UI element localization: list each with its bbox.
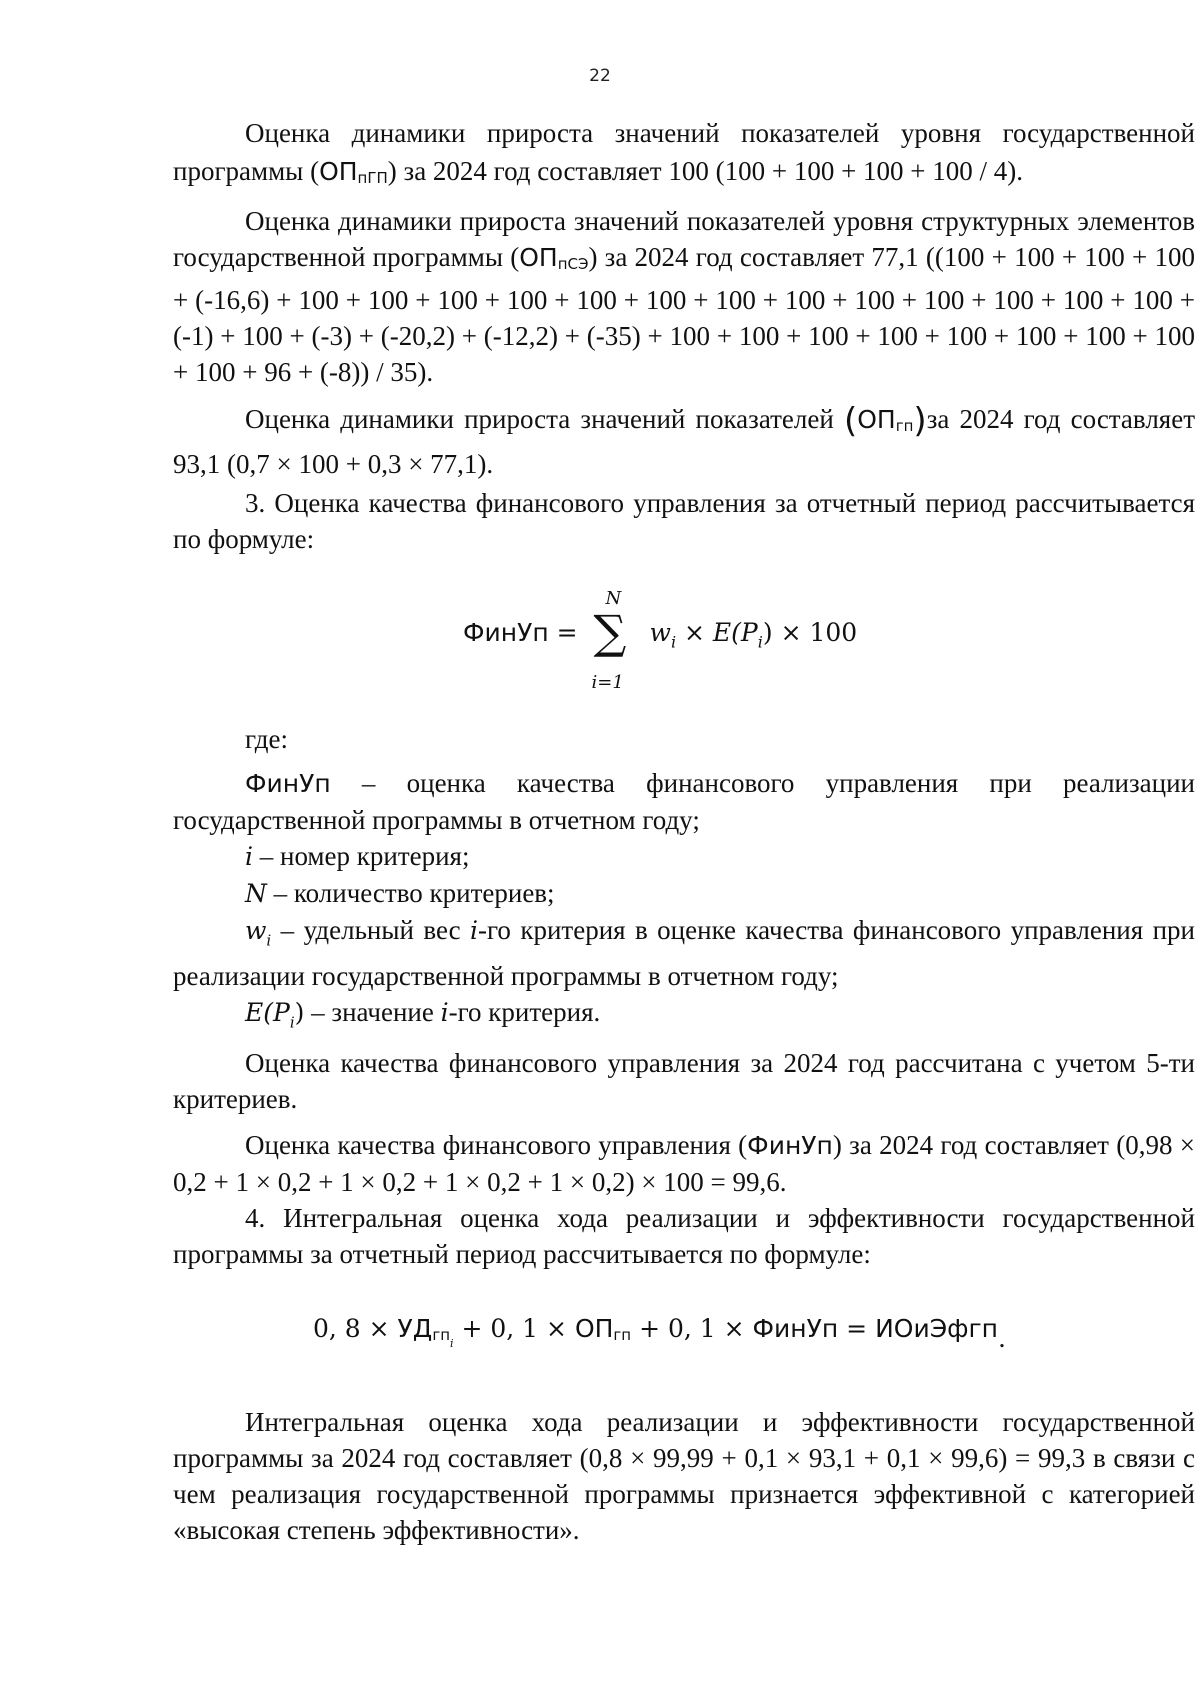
def-i	[173, 838, 1195, 875]
op-subscript: гп	[613, 1325, 632, 1344]
paragraph-op-pgp	[173, 114, 1195, 197]
coef-08: 0, 8 ×	[313, 1313, 398, 1343]
w-symbol: w	[245, 916, 267, 945]
def-text: – номер критерия;	[253, 841, 470, 871]
op-symbol: ОП	[519, 243, 558, 272]
result-symbol: ИОиЭфгп	[875, 1313, 998, 1343]
p-close: )	[294, 998, 305, 1028]
where-label: где:	[245, 724, 288, 754]
sum-upper-limit: N	[605, 588, 622, 609]
paragraph-finup-value	[173, 1127, 1195, 1200]
coef-01: + 0, 1 ×	[631, 1313, 753, 1343]
def-text: -го критерия в оценке качества финансового управления при реализации государственной программы в отчетном году;	[173, 915, 1196, 992]
p-open: (P	[731, 618, 758, 648]
paragraph-text: Оценка динамики прироста значений показателей уровня государственной программы (	[173, 118, 1195, 186]
finup-symbol: ФинУп	[747, 1130, 833, 1160]
paragraph-finup-intro: 3. Оценка качества финансового управления за отчетный период рассчитывается по формуле:	[173, 488, 1195, 554]
def-text: – значение	[304, 997, 441, 1028]
op-symbol: ОП	[574, 1313, 614, 1343]
def-text: – удельный вес	[271, 915, 471, 945]
formula-equals: =	[838, 1313, 876, 1343]
paragraph-criteria-count: Оценка качества финансового управления за 2024 год рассчитана с учетом 5-ти критериев.	[173, 1047, 1195, 1114]
i-symbol: i	[440, 998, 449, 1028]
sum-sign: ∑	[593, 605, 627, 659]
def-n	[173, 875, 1195, 912]
open-paren: (	[843, 401, 858, 441]
coef-01: + 0, 1 ×	[453, 1313, 575, 1343]
op-symbol: ОП	[857, 405, 896, 434]
paragraph-integral-intro: 4. Интегральная оценка хода реализации и эффективности государственной программы за отчетный период рассчитывается по формуле:	[173, 1202, 1195, 1269]
ud-subscript: гп	[432, 1325, 451, 1344]
ud-subsubscript: i	[450, 1336, 454, 1350]
e-symbol: E	[245, 998, 264, 1028]
sum-operator	[591, 588, 644, 693]
w-index: i	[266, 931, 272, 950]
paragraph-text: Оценка динамики прироста значений показателей	[245, 404, 844, 434]
paragraph-integral-result: Интегральная оценка хода реализации и эффективности государственной программы за 2024 год составляет (0,8 × 99,99 + 0,1 × 93,1 + 0,1 × 99,6) = 99,3 в связи с чем реализация государственной программы признается эффективной с категорией «высокая степень эффективности».	[173, 1406, 1195, 1545]
def-w	[173, 912, 1195, 994]
paragraph-text: Оценка динамики прироста значений показателей уровня структурных элементов государственной программы (	[173, 206, 1195, 272]
op-subscript: пГП	[357, 169, 388, 187]
formula-integral	[173, 1288, 1195, 1398]
p-open: (P	[263, 998, 290, 1028]
constant-hundred: 100	[809, 618, 858, 648]
op-subscript: гп	[895, 417, 914, 435]
i-symbol: i	[470, 916, 479, 945]
n-symbol: N	[245, 879, 267, 908]
paragraph-op-pse	[173, 203, 1195, 390]
formula-dot: .	[998, 1323, 1006, 1353]
page-number: 22	[589, 66, 611, 86]
paragraph-op-gp	[173, 400, 1195, 483]
finup-symbol: ФинУп	[752, 1313, 839, 1343]
p-close: )	[762, 618, 773, 648]
times-sign: ×	[676, 618, 713, 648]
document-body	[173, 114, 1195, 1548]
p-index: i	[757, 632, 763, 652]
def-e	[173, 994, 1195, 1040]
def-text: -го критерия.	[448, 997, 601, 1028]
paragraph-text: ) за 2024 год составляет 100 (100 + 100 + 100 + 100 / 4).	[387, 156, 1024, 186]
formula-lhs: ФинУп	[463, 618, 549, 648]
paragraph-text: за 2024 год составляет 93,1 (0,7 × 100 + 0,3 × 77,1).	[173, 404, 1195, 479]
i-symbol: i	[245, 842, 253, 871]
finup-symbol: ФинУп	[245, 769, 331, 798]
op-symbol: ОП	[319, 157, 358, 186]
weight-index: i	[670, 632, 677, 652]
weight-symbol: w	[649, 618, 671, 648]
def-text: – оценка качества финансового управления при реализации государственной программы в отчетном году;	[173, 768, 1195, 835]
paragraph-text: ) за 2024 год составляет (0,98 × 0,2 + 1 × 0,2 + 1 × 0,2 + 1 × 0,2 + 1 × 0,2) × 100 = 99,6.	[173, 1129, 1195, 1197]
paragraph-text: ) за 2024 год составляет 77,1 ((100 + 100 + 100 + 100 + (-16,6) + 100 + 100 + 100 + 100 + 100 + 100 + 100 + 100 + 100 + 100 + 100 + 100 + 100 + (-1) + 100 + (-3) + (-20,2) + (-12,2) + (-35) + 100 + 100 + 100 + 100 + 100 + 100 + 100 + 100 + 100 + 96 + (-8)) / 35).	[173, 242, 1195, 387]
formula-equals: =	[548, 618, 586, 648]
formula-integral-expression	[313, 1310, 1006, 1362]
paragraph-text: Оценка качества финансового управления (	[245, 1129, 748, 1160]
e-symbol: E	[712, 618, 732, 648]
def-finup	[173, 765, 1195, 838]
op-subscript: пСЭ	[557, 255, 589, 273]
formula-finup-expression	[463, 588, 858, 693]
def-text: – количество критериев;	[266, 878, 555, 908]
formula-finup	[173, 577, 1195, 707]
p-index: i	[289, 1013, 295, 1032]
times-sign: ×	[772, 618, 810, 648]
sum-lower-limit: i=1	[591, 672, 624, 693]
ud-symbol: УД	[397, 1313, 433, 1343]
close-paren: )	[913, 401, 927, 441]
